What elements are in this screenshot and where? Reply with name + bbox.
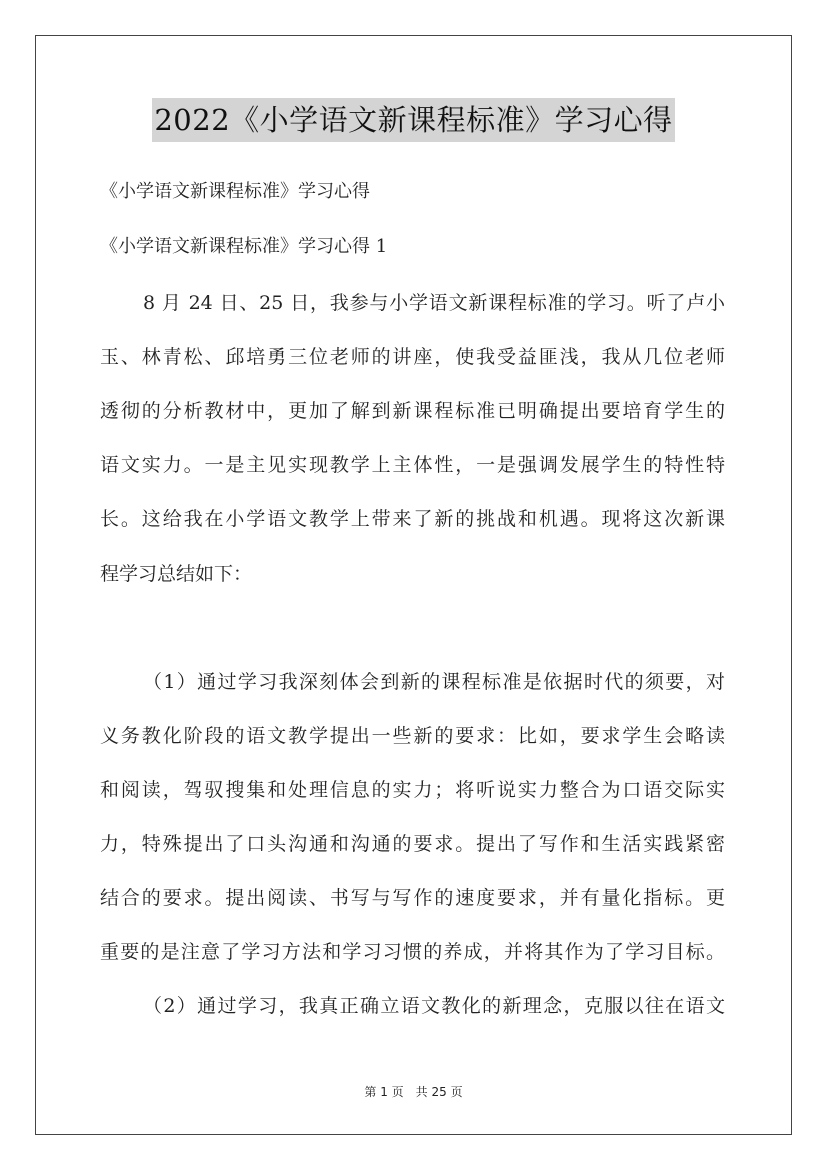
title-container <box>0 98 827 142</box>
paragraph-line: 8 月 24 日、25 日，我参与小学语文新课程标准的学习。听了卢小 <box>143 292 725 314</box>
paragraph-line: （1）通过学习我深刻体会到新的课程标准是依据时代的须要，对 <box>143 671 725 693</box>
paragraph-line: 义务教化阶段的语文教学提出一些新的要求：比如，要求学生会略读 <box>100 725 725 747</box>
heading-1: 《小学语文新课程标准》学习心得 <box>100 181 370 202</box>
paragraph-line: （2）通过学习，我真正确立语文教化的新理念，克服以往在语文 <box>143 995 725 1017</box>
paragraph-line: 和阅读，驾驭搜集和处理信息的实力；将听说实力整合为口语交际实 <box>100 779 725 801</box>
paragraph-line: 玉、林青松、邱培勇三位老师的讲座，使我受益匪浅，我从几位老师 <box>100 346 725 368</box>
paragraph-line: 长。这给我在小学语文教学上带来了新的挑战和机遇。现将这次新课 <box>100 508 725 530</box>
paragraph-line: 力，特殊提出了口头沟通和沟通的要求。提出了写作和生活实践紧密 <box>100 833 725 855</box>
document-title: 2022《小学语文新课程标准》学习心得 <box>152 98 674 142</box>
heading-2: 《小学语文新课程标准》学习心得 1 <box>100 236 388 257</box>
paragraph-line: 透彻的分析教材中，更加了解到新课程标准已明确提出要培育学生的 <box>100 400 725 422</box>
paragraph-line: 结合的要求。提出阅读、书写与写作的速度要求，并有量化指标。更 <box>100 887 725 909</box>
page-number: 第 1 页 共 25 页 <box>364 1085 463 1099</box>
paragraph-line: 语文实力。一是主见实现教学上主体性，一是强调发展学生的特性特 <box>100 454 725 476</box>
paragraph-line: 重要的是注意了学习方法和学习习惯的养成，并将其作为了学习目标。 <box>100 941 725 963</box>
paragraph-line: 程学习总结如下： <box>100 563 253 585</box>
